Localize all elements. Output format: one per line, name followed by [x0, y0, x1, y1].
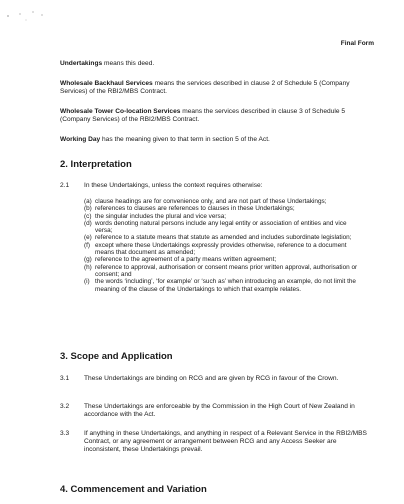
clause-number: 3.2 — [60, 403, 70, 410]
list-item: (a) clause headings are for convenience only, and are not part of these Undertakings; — [84, 198, 327, 205]
clause-text: These Undertakings are binding on RCG and are given by RCG in favour of the Crown. — [84, 375, 339, 382]
definition-working-day: Working Day has the meaning given to that term in section 5 of the Act. — [60, 136, 270, 143]
definition-tower-colocation: Wholesale Tower Co-location Services means the services described in clause 3 of Schedule 5 (Company Services) of the RBI2/MBS Contract. — [60, 108, 346, 124]
list-item: (i) the words ‘including’, ‘for example’ or ‘such as’ when introducing an example, do not limit the meaning of the clause of the Undertakings to which that example relates. — [84, 278, 356, 293]
list-item: (f) except where these Undertakings expressly provides otherwise, reference to a document means that document as amended; — [84, 241, 347, 257]
list-item: (d) words denoting natural persons include any legal entity or association of entities and vice versa; — [84, 219, 347, 235]
clause-text: In these Undertakings, unless the context requires otherwise: — [84, 182, 263, 189]
list-item: (b) references to clauses are references to clauses in these Undertakings; — [84, 205, 295, 213]
section-heading-interpretation: 2. Interpretation — [60, 159, 132, 170]
clause-number: 2.1 — [60, 182, 70, 189]
section-heading-scope: 3. Scope and Application — [60, 351, 173, 362]
scan-speckles — [0, 0, 60, 30]
clause-text: These Undertakings are enforceable by the Commission in the High Court of New Zealand in accordance with the Act. — [84, 403, 355, 419]
list-item: (c) the singular includes the plural and vice versa; — [84, 212, 227, 220]
list-item: (g) reference to the agreement of a party means written agreement; — [84, 256, 277, 264]
clause-number: 3.3 — [60, 430, 70, 437]
document-status-label: Final Form — [340, 40, 374, 47]
list-item: (e) reference to a statute means that statute as amended and includes subordinate legislation; — [84, 234, 352, 242]
definition-wholesale-backhaul: Wholesale Backhaul Services means the services described in clause 2 of Schedule 5 (Company Services) of the RBI2/MBS Contract. — [60, 80, 350, 96]
definition-undertakings: Undertakings means this deed. — [60, 60, 155, 67]
interpretation-list — [84, 198, 364, 293]
list-item: (h) reference to approval, authorisation or consent means prior written approval, authorisation or consent; and — [84, 263, 358, 278]
clause-text: If anything in these Undertakings, and anything in respect of a Relevant Service in the RBI2/MBS Contract, or any agreement or arrangement between RCG and any Access Seeker are inconsistent, these Undertakings prevail. — [84, 430, 367, 454]
clause-number: 3.1 — [60, 375, 70, 382]
section-heading-commencement: 4. Commencement and Variation — [60, 484, 207, 495]
